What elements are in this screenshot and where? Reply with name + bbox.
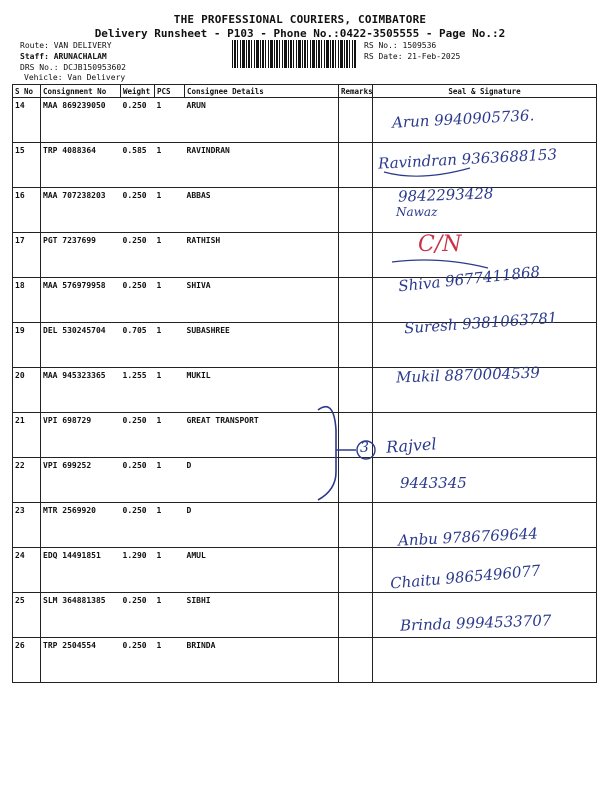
company-title: THE PROFESSIONAL COURIERS, COIMBATORE	[173, 13, 427, 26]
cell-sno: 21	[13, 413, 41, 458]
cell-pcs: 1	[155, 638, 185, 683]
cell-consignment: MAA 707238203	[41, 188, 121, 233]
cell-consignee: BRINDA	[185, 638, 339, 683]
cell-consignee: RATHISH	[185, 233, 339, 278]
handwriting-row-19: Suresh 9381063781	[403, 308, 558, 338]
cell-pcs: 1	[155, 278, 185, 323]
cell-consignment: MAA 576979958	[41, 278, 121, 323]
handwriting-bracket-count: 3	[360, 440, 369, 456]
col-sno: S No	[13, 85, 41, 98]
cell-consignment: VPI 698729	[41, 413, 121, 458]
cell-pcs: 1	[155, 98, 185, 143]
runsheet-subtitle: Delivery Runsheet - P103 - Phone No.:0422-3505555 - Page No.:2	[94, 27, 506, 40]
col-consignment: Consignment No	[41, 85, 121, 98]
cell-sno: 20	[13, 368, 41, 413]
cell-consignee: MUKIL	[185, 368, 339, 413]
cell-pcs: 1	[155, 413, 185, 458]
cell-consignee: D	[185, 503, 339, 548]
cell-weight: 0.705	[121, 323, 155, 368]
ink-circle	[357, 441, 375, 459]
cell-consignee: SHIVA	[185, 278, 339, 323]
route-label: Route: VAN DELIVERY	[20, 41, 112, 50]
cell-weight: 0.250	[121, 413, 155, 458]
handwriting-row-15: Ravindran 9363688153	[377, 145, 558, 173]
cell-consignment: DEL 530245704	[41, 323, 121, 368]
col-weight: Weight	[121, 85, 155, 98]
handwriting-row-26: Brinda 9994533707	[399, 611, 552, 635]
handwriting-row-17: C/N	[418, 232, 462, 257]
cell-pcs: 1	[155, 323, 185, 368]
cell-sno: 15	[13, 143, 41, 188]
cell-sno: 22	[13, 458, 41, 503]
cell-weight: 0.585	[121, 143, 155, 188]
staff-label: Staff: ARUNACHALAM	[20, 52, 107, 61]
cell-consignee: RAVINDRAN	[185, 143, 339, 188]
handwriting-row-16-phone: 9842293428	[397, 184, 494, 206]
handwriting-row-24: Anbu 9786769644	[397, 524, 539, 550]
handwriting-row-25: Chaitu 9865496077	[389, 561, 542, 593]
cell-consignment: SLM 364881385	[41, 593, 121, 638]
handwriting-row-20: Mukil 8870004539	[395, 363, 541, 387]
cell-weight: 0.250	[121, 638, 155, 683]
cell-pcs: 1	[155, 593, 185, 638]
cell-pcs: 1	[155, 188, 185, 233]
cell-sno: 18	[13, 278, 41, 323]
cell-pcs: 1	[155, 368, 185, 413]
cell-consignee: ABBAS	[185, 188, 339, 233]
cell-weight: 0.250	[121, 233, 155, 278]
cell-pcs: 1	[155, 233, 185, 278]
cell-sno: 16	[13, 188, 41, 233]
cell-pcs: 1	[155, 503, 185, 548]
cell-sno: 17	[13, 233, 41, 278]
cell-consignee: ARUN	[185, 98, 339, 143]
cell-consignment: MAA 945323365	[41, 368, 121, 413]
cell-pcs: 1	[155, 143, 185, 188]
cell-weight: 0.250	[121, 593, 155, 638]
drs-number: DRS No.: DCJB150953602	[20, 63, 126, 72]
cell-pcs: 1	[155, 458, 185, 503]
cell-sno: 14	[13, 98, 41, 143]
cell-sno: 24	[13, 548, 41, 593]
ink-bracket	[318, 407, 336, 500]
cell-pcs: 1	[155, 548, 185, 593]
cell-weight: 1.290	[121, 548, 155, 593]
cell-consignment: MTR 2569920	[41, 503, 121, 548]
cell-weight: 0.250	[121, 278, 155, 323]
cell-weight: 0.250	[121, 188, 155, 233]
cell-sno: 19	[13, 323, 41, 368]
rs-date: RS Date: 21-Feb-2025	[364, 52, 461, 61]
ink-underline-15	[384, 168, 470, 176]
cell-consignee: SIBHI	[185, 593, 339, 638]
cell-sno: 25	[13, 593, 41, 638]
cell-consignee: GREAT TRANSPORT	[185, 413, 339, 458]
cell-weight: 0.250	[121, 458, 155, 503]
col-pcs: PCS	[155, 85, 185, 98]
cell-consignment: PGT 7237699	[41, 233, 121, 278]
cell-consignee: AMUL	[185, 548, 339, 593]
cell-sno: 23	[13, 503, 41, 548]
cell-consignment: TRP 2504554	[41, 638, 121, 683]
cell-weight: 0.250	[121, 503, 155, 548]
ink-underline-18	[392, 260, 488, 268]
vehicle-label: Vehicle: Van Delivery	[24, 73, 126, 82]
rs-number: RS No.: 1509536	[364, 41, 437, 50]
cell-consignment: MAA 869239050	[41, 98, 121, 143]
handwriting-row-23: 9443345	[400, 474, 467, 492]
cell-weight: 1.255	[121, 368, 155, 413]
cell-consignee: SUBASHREE	[185, 323, 339, 368]
cell-sno: 26	[13, 638, 41, 683]
cell-consignment: TRP 4088364	[41, 143, 121, 188]
handwriting-row-22: Rajvel	[385, 434, 438, 457]
handwriting-row-14: Arun 9940905736.	[391, 106, 535, 132]
handwriting-row-16-name: Nawaz	[396, 205, 438, 219]
col-signature: Seal & Signature	[373, 85, 597, 98]
cell-consignment: EDQ 14491851	[41, 548, 121, 593]
cell-consignee: D	[185, 458, 339, 503]
cell-consignment: VPI 699252	[41, 458, 121, 503]
col-consignee: Consignee Details	[185, 85, 339, 98]
handwriting-row-18: Shiva 9677411868	[397, 262, 541, 296]
col-remarks: Remarks	[339, 85, 373, 98]
cell-weight: 0.250	[121, 98, 155, 143]
